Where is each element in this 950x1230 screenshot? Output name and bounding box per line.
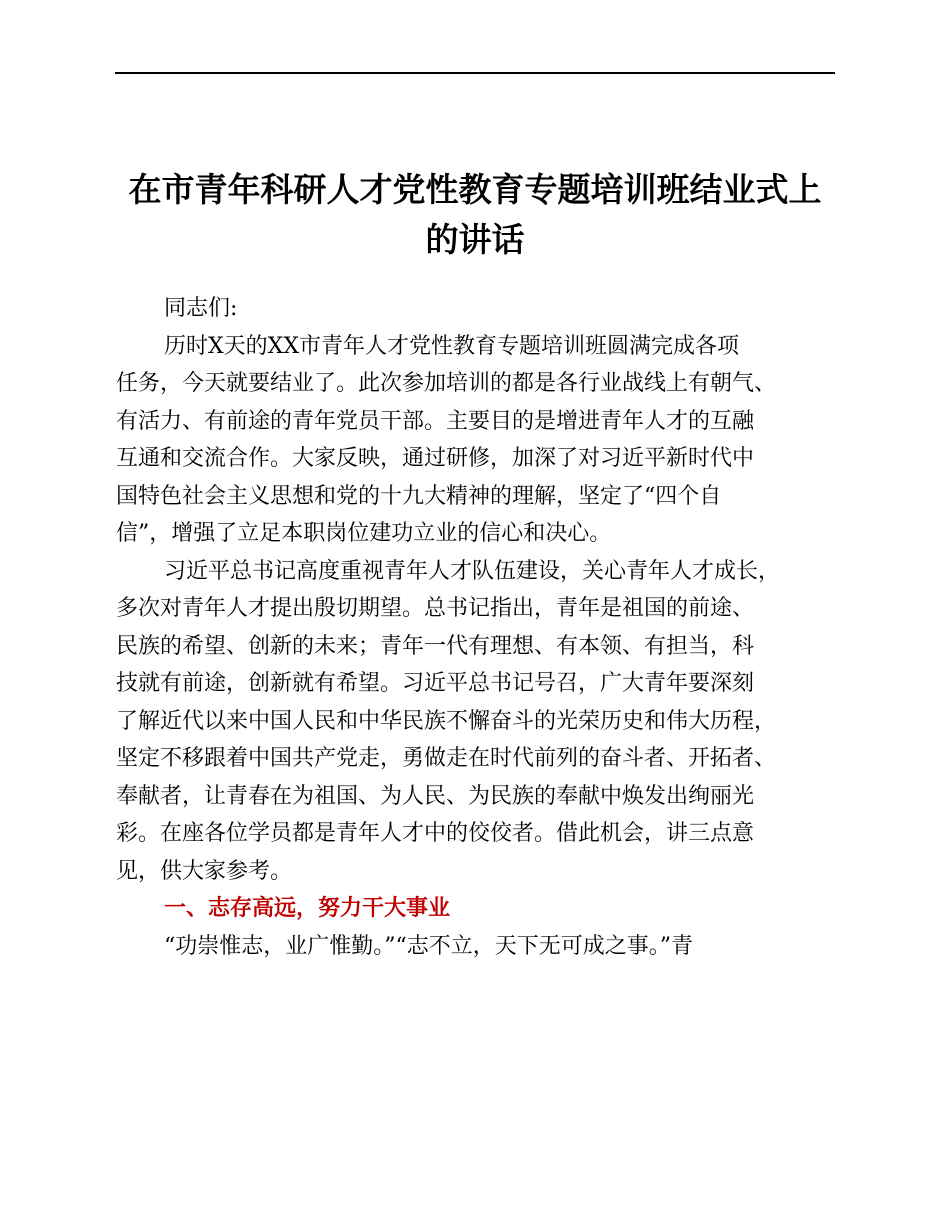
paragraph-2-line: 民族的希望、创新的未来；青年一代有理想、有本领、有担当，科	[116, 633, 755, 659]
paragraph-1-line: 信”，增强了立足本职岗位建功立业的信心和决心。	[116, 521, 612, 546]
salutation: 同志们:	[164, 296, 238, 321]
title-line-2: 的讲话	[425, 220, 525, 259]
section-1-heading: 一、志存高远，努力干大事业	[164, 896, 451, 921]
title-line-1: 在市青年科研人才党性教育专题培训班结业式上	[128, 170, 822, 209]
paragraph-2-line: 习近平总书记高度重视青年人才队伍建设，关心青年人才成长，	[164, 558, 781, 584]
paragraph-2-line: 奉献者，让青春在为祖国、为人民、为民族的奉献中焕发出绚丽光	[116, 783, 755, 809]
paragraph-1-line: 国特色社会主义思想和党的十九大精神的理解，坚定了“四个自	[116, 483, 722, 509]
paragraph-2-line: 坚定不移跟着中国共产党走，勇做走在时代前列的奋斗者、开拓者、	[116, 746, 777, 771]
paragraph-1-line: 有活力、有前途的青年党员干部。主要目的是增进青年人才的互融	[116, 408, 755, 434]
paragraph-2-line: 了解近代以来中国人民和中华民族不懈奋斗的光荣历史和伟大历程，	[116, 708, 777, 734]
paragraph-1-line: 任务，今天就要结业了。此次参加培训的都是各行业战线上有朝气、	[116, 371, 777, 396]
paragraph-1-line: 互通和交流合作。大家反映，通过研修，加深了对习近平新时代中	[116, 446, 755, 471]
paragraph-1-line: 历时X天的XX市青年人才党性教育专题培训班圆满完成各项	[164, 333, 739, 359]
paragraph-2-line: 技就有前途，创新就有希望。习近平总书记号召，广大青年要深刻	[116, 671, 755, 696]
paragraph-2-line: 彩。在座各位学员都是青年人才中的佼佼者。借此机会，讲三点意	[116, 821, 755, 846]
paragraph-3-line: “功崇惟志，业广惟勤。”“志不立，天下无可成之事。”青	[164, 933, 693, 959]
paragraph-2-line: 多次对青年人才提出殷切期望。总书记指出，青年是祖国的前途、	[116, 596, 755, 621]
document-title	[110, 165, 840, 265]
paragraph-2-line: 见，供大家参考。	[116, 858, 293, 884]
document-body	[116, 290, 836, 965]
header-rule	[115, 72, 835, 74]
